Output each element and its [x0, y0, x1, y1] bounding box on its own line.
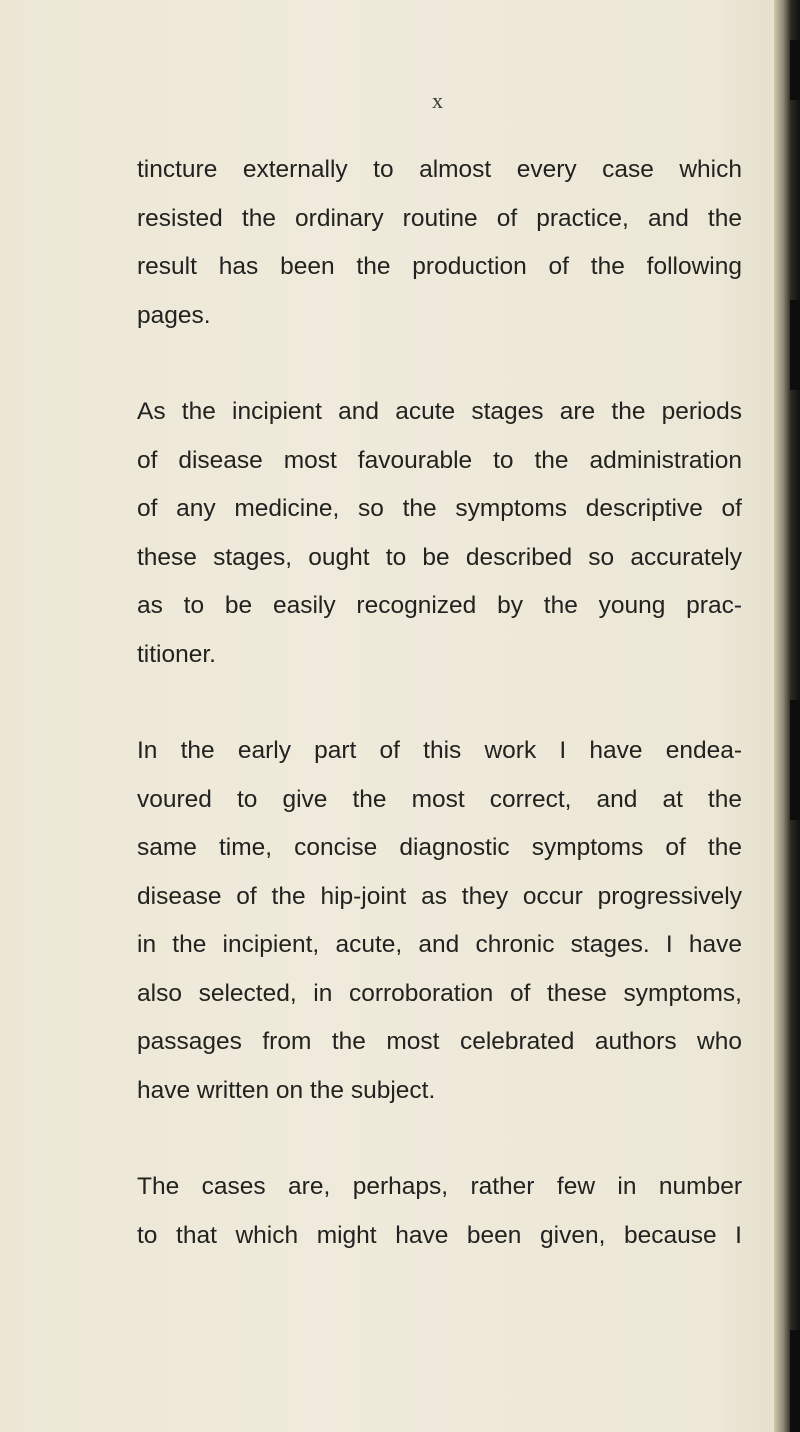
paragraph-gap [137, 340, 742, 388]
text-line: resisted the ordinary routine of practice, and the [137, 204, 742, 232]
text-line: As the incipient and acute stages are the periods [137, 398, 742, 425]
page-number: x [432, 88, 444, 113]
text-line: voured to give the most correct, and at the [137, 785, 742, 813]
text-line: in the incipient, acute, and chronic stages. I have [137, 931, 742, 958]
text-line: have written on the subject. [137, 1076, 436, 1104]
text-line: same time, concise diagnostic symptoms of the [137, 834, 742, 861]
text-line: to that which might have been given, because I [137, 1221, 742, 1249]
paragraph-4 [137, 1163, 742, 1260]
text-line: tincture externally to almost every case which [137, 156, 742, 183]
edge-mark [790, 700, 800, 820]
text-line: of any medicine, so the symptoms descriptive of [137, 495, 742, 522]
text-line: In the early part of this work I have endea- [137, 737, 742, 764]
text-line: these stages, ought to be described so accurately [137, 543, 742, 571]
paragraph-3 [137, 727, 742, 1115]
text-line: passages from the most celebrated authors who [137, 1028, 742, 1055]
edge-mark [790, 300, 800, 390]
text-line: also selected, in corroboration of these symptoms, [137, 979, 742, 1007]
text-line: of disease most favourable to the administration [137, 446, 742, 474]
paragraph-2 [137, 388, 742, 679]
body-text [137, 146, 742, 1260]
text-line: The cases are, perhaps, rather few in number [137, 1173, 742, 1200]
paragraph-1 [137, 146, 742, 340]
text-line: disease of the hip-joint as they occur progressively [137, 882, 742, 910]
edge-mark [790, 1330, 800, 1432]
text-line: result has been the production of the following [137, 253, 742, 280]
text-line: titioner. [137, 640, 216, 668]
text-line: pages. [137, 301, 211, 329]
paragraph-gap [137, 679, 742, 727]
paragraph-gap [137, 1115, 742, 1163]
edge-mark [790, 40, 800, 100]
text-line: as to be easily recognized by the young prac- [137, 592, 742, 619]
